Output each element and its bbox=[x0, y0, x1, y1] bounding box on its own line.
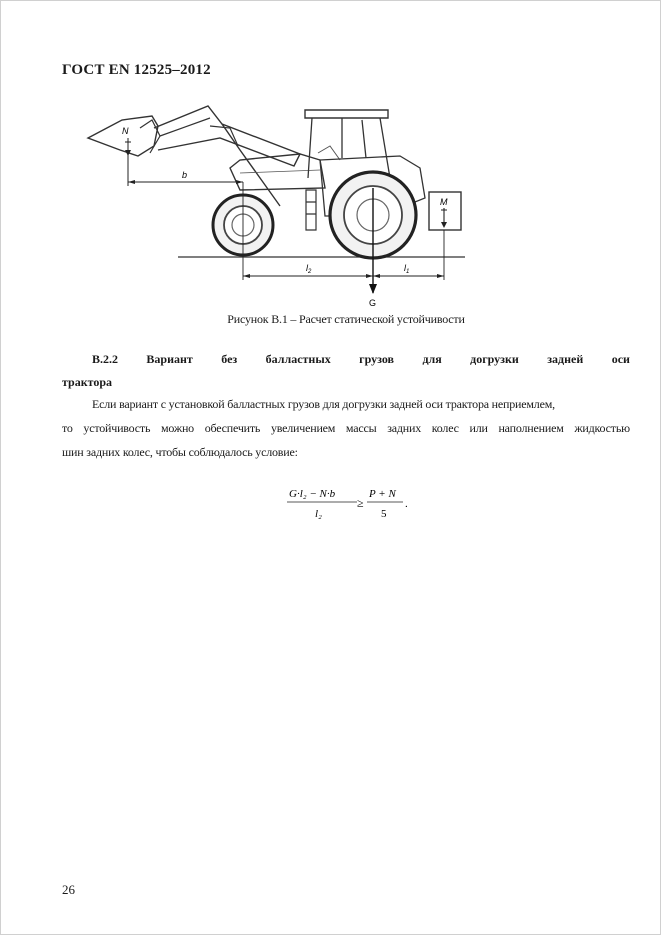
loader-arm bbox=[154, 106, 300, 166]
section-word: для bbox=[422, 352, 442, 366]
body-word: устойчивость bbox=[83, 421, 151, 435]
body-word: массы bbox=[345, 421, 377, 435]
loader-bucket bbox=[88, 116, 158, 156]
section-word: оси bbox=[611, 352, 630, 366]
svg-text:l2 bbox=[306, 263, 312, 275]
body-word: колес bbox=[431, 421, 459, 435]
formula-lhs-numerator: G·l₂ − N·b bbox=[289, 488, 336, 500]
l2-label: l bbox=[306, 263, 308, 273]
l1-subscript: 1 bbox=[406, 269, 410, 275]
body-line-2 bbox=[62, 421, 630, 436]
cab-roof bbox=[305, 110, 388, 118]
formula-operator: ≥ bbox=[357, 496, 364, 510]
body-word: можно bbox=[160, 421, 194, 435]
section-word: без bbox=[221, 352, 238, 366]
tractor-stability-figure bbox=[80, 98, 480, 313]
document-header: ГОСТ EN 12525–2012 bbox=[62, 62, 211, 78]
body-word: или bbox=[469, 421, 488, 435]
l2-subscript: 2 bbox=[308, 269, 312, 275]
body-line-3: шин задних колес, чтобы соблюдалось условие: bbox=[62, 445, 298, 459]
body-word: наполнением bbox=[498, 421, 564, 435]
section-heading bbox=[92, 352, 630, 367]
section-heading-continuation: трактора bbox=[62, 375, 113, 389]
steps bbox=[306, 190, 316, 230]
section-word: балластных bbox=[265, 352, 331, 366]
section-word: догрузки bbox=[470, 352, 519, 366]
stability-formula bbox=[283, 480, 413, 530]
page-number: 26 bbox=[62, 882, 75, 897]
svg-text:l1 bbox=[404, 263, 409, 275]
section-word: Вариант bbox=[146, 352, 193, 366]
formula-rhs-denominator: 5 bbox=[381, 508, 387, 520]
section-word: грузов bbox=[359, 352, 395, 366]
m-label: M bbox=[440, 197, 448, 207]
formula-end: . bbox=[405, 498, 408, 510]
body-word: то bbox=[62, 421, 73, 435]
body-word: увеличением bbox=[270, 421, 336, 435]
n-label: N bbox=[122, 126, 129, 136]
section-word: В.2.2 bbox=[92, 352, 119, 366]
body-word: обеспечить bbox=[204, 421, 261, 435]
body-line-1: Если вариант с установкой балластных грузов для догрузки задней оси трактора неприемлем, bbox=[92, 397, 555, 411]
b-label: b bbox=[182, 170, 188, 180]
figure-caption: Рисунок В.1 – Расчет статической устойчивости bbox=[227, 312, 465, 326]
l1-label: l bbox=[404, 263, 406, 273]
g-label: G bbox=[369, 298, 377, 308]
body-word: жидкостью bbox=[574, 421, 630, 435]
formula-rhs-numerator: P + N bbox=[369, 488, 396, 500]
section-word: задней bbox=[547, 352, 584, 366]
body-word: задних bbox=[387, 421, 422, 435]
formula-lhs-denominator: l₂ bbox=[315, 508, 322, 520]
